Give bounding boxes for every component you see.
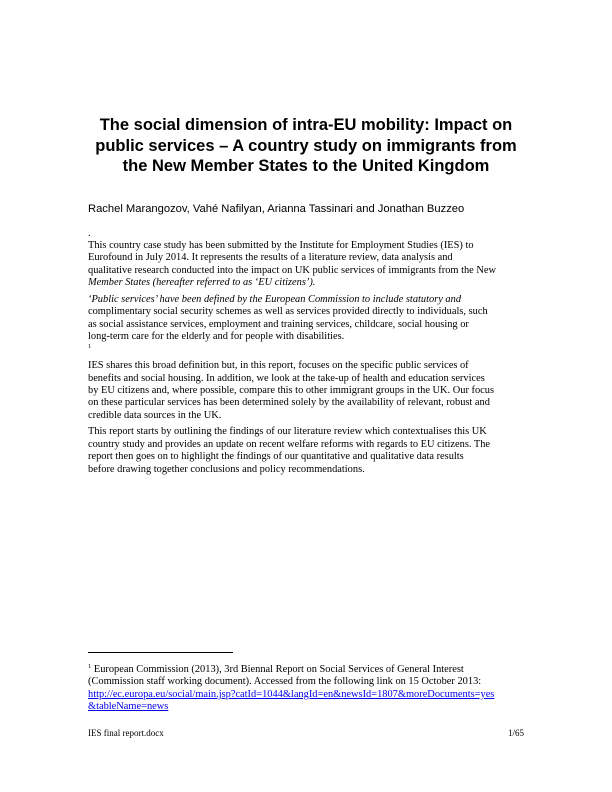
text-line-italic: ‘Public services’ have been defined by the European Commission to include statutory and	[88, 293, 462, 305]
text-line: on these particular services has been determined solely by the availability of relevant, robust and	[88, 397, 490, 409]
footnote-reference[interactable]: 1	[88, 342, 92, 350]
title-line: The social dimension of intra-EU mobility: Impact on	[99, 116, 513, 134]
separator-dot: .	[88, 228, 91, 239]
footnote-text: European Commission (2013), 3rd Biennal Report on Social Services of General Interest	[91, 664, 464, 675]
footnote-link[interactable]: &tableName=news	[88, 701, 169, 713]
text-line: IES shares this broad definition but, in this report, focuses on the specific public services of	[88, 360, 469, 372]
footnote-number: 1	[88, 663, 92, 670]
document-title	[60, 115, 552, 177]
text-line: as social assistance services, employment and training services, childcare, social housing or	[88, 318, 469, 330]
paragraph-ies-definition	[88, 360, 524, 422]
text-line-italic: Member States (hereafter referred to as ‘EU citizens’).	[88, 277, 316, 289]
footer-filename: IES final report.docx	[88, 728, 164, 738]
paragraph-intro	[88, 240, 524, 290]
footnote-line	[88, 664, 528, 676]
footnote-link[interactable]: http://ec.europa.eu/social/main.jsp?catId=1044&langId=en&newsId=1807&moreDocuments=yes	[88, 688, 495, 700]
footnote	[88, 664, 528, 714]
text-line-with-footnote	[88, 331, 524, 356]
author-list: Rachel Marangozov, Vahé Nafilyan, Arianna Tassinari and Jonathan Buzzeo	[88, 203, 465, 215]
paragraph-public-services-definition	[88, 294, 524, 356]
text-line: long-term care for the elderly and for people with disabilities.	[88, 331, 345, 343]
text-line: qualitative research conducted into the impact on UK public services of immigrants from the New	[88, 264, 496, 276]
footnote-line: (Commission staff working document). Accessed from the following link on 15 October 2013:	[88, 676, 482, 688]
text-line: before drawing together conclusions and policy recommendations.	[88, 463, 365, 475]
title-line: the New Member States to the United Kingdom	[122, 157, 490, 175]
text-line: by EU citizens and, where possible, compare this to other immigrant groups in the UK. Our focus	[88, 384, 495, 396]
text-line: credible data sources in the UK.	[88, 409, 222, 421]
text-line: benefits and social housing. In addition, we look at the take-up of health and education services	[88, 372, 485, 384]
text-line: country study and provides an update on recent welfare reforms with regards to EU citizens. The	[88, 438, 491, 450]
paragraph-report-outline	[88, 426, 524, 476]
text-line: This country case study has been submitted by the Institute for Employment Studies (IES) to	[88, 240, 474, 251]
text-line: Eurofound in July 2014. It represents the results of a literature review, data analysis and	[88, 252, 453, 264]
document-body	[88, 240, 524, 480]
text-line: This report starts by outlining the findings of our literature review which contextualises this UK	[88, 426, 487, 438]
title-line: public services – A country study on immigrants from	[95, 136, 517, 155]
text-line: report then goes on to highlight the findings of our quantitative and qualitative data results	[88, 451, 464, 463]
page-number: 1/65	[507, 728, 524, 738]
text-line: complimentary social security schemes as well as services provided directly to individuals, such	[88, 306, 488, 318]
footnote-divider	[88, 652, 233, 653]
